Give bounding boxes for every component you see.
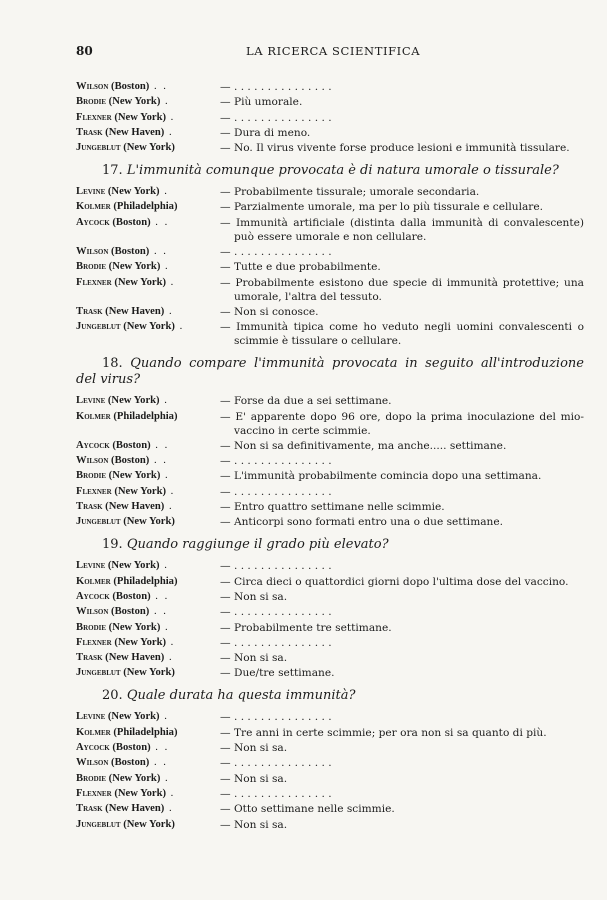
respondent-city: (New Haven) bbox=[105, 305, 165, 317]
answer-text: — Forse da due a sei settimane. bbox=[220, 395, 392, 408]
leader-dots: . bbox=[160, 96, 170, 108]
leader-dots: . bbox=[164, 652, 174, 664]
respondent-city: (Boston) bbox=[112, 590, 151, 602]
answer-text: — Non si sa. bbox=[220, 652, 288, 665]
respondent bbox=[76, 80, 220, 94]
respondent-name: Jungeblut bbox=[76, 818, 121, 830]
respondent-city: (Philadelphia) bbox=[113, 201, 178, 213]
respondent-city: (Boston) bbox=[112, 216, 151, 228]
respondent-name: Brodie bbox=[76, 261, 107, 273]
respondent-name: Wilson bbox=[76, 81, 109, 92]
leader-dots: . bbox=[166, 111, 176, 123]
respondent-city: (New York) bbox=[114, 636, 166, 648]
leader-dots: . bbox=[164, 501, 174, 513]
respondent-name: Trask bbox=[76, 803, 103, 815]
question-text: Quando raggiunge il grado più elevato? bbox=[126, 537, 389, 553]
leader-dots: . bbox=[166, 276, 176, 288]
respondent-city: (New York) bbox=[108, 621, 161, 633]
leader-dots: . . bbox=[149, 606, 168, 618]
answer-row bbox=[76, 651, 584, 665]
question-20: 20. Quale durata ha questa immunità? bbox=[102, 688, 356, 704]
respondent-city: (New Haven) bbox=[105, 803, 165, 815]
respondent bbox=[76, 260, 220, 274]
answer-row bbox=[76, 469, 584, 483]
answer-row bbox=[76, 245, 584, 259]
respondent-city: (New York) bbox=[108, 772, 161, 784]
respondent-city: (New Haven) bbox=[105, 652, 165, 664]
answer-row bbox=[76, 756, 584, 770]
respondent-city: (Boston) bbox=[111, 246, 150, 258]
respondent bbox=[76, 756, 220, 770]
respondent-city: (New York) bbox=[123, 516, 175, 528]
answer-row bbox=[76, 410, 584, 438]
respondent bbox=[76, 469, 220, 483]
respondent bbox=[76, 726, 220, 740]
respondent bbox=[76, 485, 220, 499]
answer-row bbox=[76, 200, 584, 214]
leader-dots: . bbox=[174, 321, 185, 333]
respondent-city: (New Haven) bbox=[105, 126, 165, 138]
respondent-name: Brodie bbox=[76, 621, 107, 633]
respondent-name: Trask bbox=[76, 501, 103, 513]
respondent-city: (New York) bbox=[108, 261, 161, 273]
respondent bbox=[76, 818, 220, 832]
respondent bbox=[76, 651, 220, 665]
answer-text: — . . . . . . . . . . . . . . . bbox=[220, 455, 332, 468]
answer-text: — . . . . . . . . . . . . . . . bbox=[220, 560, 332, 573]
respondent bbox=[76, 126, 220, 140]
question-17: 17. L'immunità comunque provocata è di natura umorale o tissurale? bbox=[102, 163, 559, 179]
respondent-name: Kolmer bbox=[76, 575, 111, 587]
respondent-city: (New York) bbox=[107, 560, 160, 572]
leader-dots: . bbox=[159, 395, 169, 407]
respondent-name: Levine bbox=[76, 560, 106, 572]
answer-text: — Dura di meno. bbox=[220, 126, 311, 139]
running-header bbox=[76, 44, 581, 60]
respondent-name: Aycock bbox=[76, 590, 110, 602]
respondent-city: (Boston) bbox=[112, 742, 151, 754]
respondent-city: (New York) bbox=[123, 667, 175, 679]
answer-row bbox=[76, 320, 584, 348]
respondent bbox=[76, 111, 220, 125]
respondent-name: Flexner bbox=[76, 276, 112, 288]
question-text: Quando compare l'immunità provocata in seguito all'introduzione del virus? bbox=[76, 356, 584, 388]
respondent-name: Levine bbox=[76, 395, 106, 407]
leader-dots: . . bbox=[150, 590, 170, 602]
respondent-name: Flexner bbox=[76, 636, 112, 648]
answer-row bbox=[76, 515, 584, 529]
answer-row bbox=[76, 111, 584, 125]
answer-text: — No. Il virus vivente forse produce lesioni e immunità tissulare. bbox=[220, 142, 570, 155]
respondent bbox=[76, 710, 220, 724]
respondent bbox=[76, 410, 220, 438]
respondent bbox=[76, 772, 220, 786]
leader-dots: . bbox=[166, 636, 176, 648]
respondent bbox=[76, 305, 220, 319]
leader-dots: . . bbox=[150, 439, 170, 451]
respondent-city: (Boston) bbox=[111, 455, 150, 467]
leader-dots: . . bbox=[149, 757, 168, 769]
page-content bbox=[76, 80, 584, 833]
respondent-name: Jungeblut bbox=[76, 667, 121, 679]
answer-text: — Parzialmente umorale, ma per lo più tissurale e cellulare. bbox=[220, 201, 544, 214]
respondent-name: Aycock bbox=[76, 742, 110, 754]
respondent-city: (New York) bbox=[114, 276, 166, 288]
answer-row bbox=[76, 726, 584, 740]
respondent bbox=[76, 200, 220, 214]
answer-row bbox=[76, 559, 584, 573]
answer-row bbox=[76, 95, 584, 109]
answer-text: — Entro quattro settimane nelle scimmie. bbox=[220, 501, 445, 514]
leader-dots: . bbox=[160, 772, 170, 784]
respondent-city: (Boston) bbox=[111, 606, 150, 618]
respondent-name: Jungeblut bbox=[76, 321, 121, 333]
respondent-city: (Boston) bbox=[112, 439, 151, 451]
respondent-city: (New York) bbox=[114, 485, 166, 497]
respondent-city: (New York) bbox=[114, 111, 166, 123]
answer-row bbox=[76, 305, 584, 319]
respondent-city: (New York) bbox=[108, 96, 161, 108]
respondent bbox=[76, 245, 220, 259]
respondent bbox=[76, 741, 220, 755]
answer-row bbox=[76, 666, 584, 680]
journal-title: LA RICERCA SCIENTIFICA bbox=[246, 44, 421, 58]
respondent bbox=[76, 500, 220, 514]
answer-row bbox=[76, 818, 584, 832]
answer-row bbox=[76, 485, 584, 499]
respondent-city: (New York) bbox=[107, 711, 160, 723]
respondent bbox=[76, 621, 220, 635]
respondent-city: (New Haven) bbox=[105, 501, 165, 513]
respondent-city: (New York) bbox=[107, 186, 160, 198]
answers-block-16 bbox=[76, 80, 584, 155]
answer-row bbox=[76, 454, 584, 468]
answer-row bbox=[76, 741, 584, 755]
respondent-name: Flexner bbox=[76, 787, 112, 799]
answer-row bbox=[76, 710, 584, 724]
answer-row bbox=[76, 621, 584, 635]
question-18: 18. Quando compare l'immunità provocata in seguito all'introduzione del virus? bbox=[76, 356, 584, 388]
answer-text: — . . . . . . . . . . . . . . . bbox=[220, 485, 332, 498]
answer-row bbox=[76, 439, 584, 453]
answer-text: — Circa dieci o quattordici giorni dopo l'ultima dose del vaccino. bbox=[220, 575, 569, 588]
answer-text: — Non si sa definitivamente, ma anche..... settimane. bbox=[220, 439, 507, 452]
answer-text: — . . . . . . . . . . . . . . . bbox=[220, 636, 332, 649]
leader-dots: . . bbox=[150, 742, 170, 754]
respondent bbox=[76, 559, 220, 573]
leader-dots: . bbox=[160, 621, 170, 633]
answer-row bbox=[76, 276, 584, 304]
answer-row bbox=[76, 787, 584, 801]
answer-text: — . . . . . . . . . . . . . . . bbox=[220, 81, 332, 93]
answer-text: — Immunità tipica come ho veduto negli uomini convalescenti o scimmie è tissulare o cellulare. bbox=[220, 321, 584, 348]
answer-text: — Probabilmente tissurale; umorale secondaria. bbox=[220, 186, 480, 199]
answer-text: — . . . . . . . . . . . . . . . bbox=[220, 246, 332, 259]
answer-row bbox=[76, 590, 584, 604]
respondent bbox=[76, 666, 220, 680]
respondent bbox=[76, 276, 220, 304]
respondent bbox=[76, 320, 220, 348]
respondent-name: Kolmer bbox=[76, 201, 111, 213]
answer-text: — Due/tre settimane. bbox=[220, 667, 335, 680]
respondent bbox=[76, 185, 220, 199]
leader-dots: . bbox=[166, 485, 176, 497]
respondent-name: Levine bbox=[76, 186, 106, 198]
leader-dots: . bbox=[164, 803, 174, 815]
respondent-city: (Boston) bbox=[111, 757, 150, 769]
respondent bbox=[76, 439, 220, 453]
answers-block-19 bbox=[76, 559, 584, 680]
answers-block-17 bbox=[76, 185, 584, 348]
respondent-name: Kolmer bbox=[76, 726, 111, 738]
respondent-city: (Boston) bbox=[111, 81, 150, 92]
leader-dots: . . bbox=[150, 216, 170, 228]
respondent-name: Aycock bbox=[76, 439, 110, 451]
leader-dots: . bbox=[160, 261, 170, 273]
respondent-name: Jungeblut bbox=[76, 516, 121, 528]
answer-text: — . . . . . . . . . . . . . . . bbox=[220, 757, 332, 770]
respondent-city: (Philadelphia) bbox=[113, 410, 178, 422]
leader-dots: . bbox=[166, 787, 176, 799]
respondent-city: (New York) bbox=[107, 395, 160, 407]
answer-row bbox=[76, 636, 584, 650]
respondent-city: (New York) bbox=[123, 321, 175, 333]
respondent-name: Trask bbox=[76, 305, 103, 317]
answer-text: — E' apparente dopo 96 ore, dopo la prima inoculazione del mio-vaccino in certe scimmie. bbox=[220, 410, 584, 437]
answer-row bbox=[76, 605, 584, 619]
answer-text: — Anticorpi sono formati entro una o due settimane. bbox=[220, 516, 504, 529]
question-text: Quale durata ha questa immunità? bbox=[126, 688, 356, 704]
respondent-name: Flexner bbox=[76, 485, 112, 497]
respondent-name: Wilson bbox=[76, 757, 109, 769]
answer-text: — . . . . . . . . . . . . . . . bbox=[220, 711, 332, 724]
respondent bbox=[76, 141, 220, 155]
leader-dots: . . bbox=[149, 81, 168, 92]
question-19: 19. Quando raggiunge il grado più elevato? bbox=[102, 537, 389, 553]
answer-row bbox=[76, 126, 584, 140]
respondent bbox=[76, 590, 220, 604]
respondent bbox=[76, 575, 220, 589]
respondent-name: Brodie bbox=[76, 772, 107, 784]
leader-dots: . bbox=[159, 711, 169, 723]
leader-dots: . . bbox=[149, 246, 168, 258]
respondent-name: Brodie bbox=[76, 96, 107, 108]
respondent bbox=[76, 605, 220, 619]
respondent bbox=[76, 787, 220, 801]
respondent bbox=[76, 636, 220, 650]
answer-row bbox=[76, 772, 584, 786]
answer-row bbox=[76, 500, 584, 514]
respondent bbox=[76, 216, 220, 244]
leader-dots: . bbox=[160, 470, 170, 482]
respondent-city: (New York) bbox=[108, 470, 161, 482]
page-number: 80 bbox=[76, 44, 93, 58]
respondent bbox=[76, 454, 220, 468]
answer-text: — Otto settimane nelle scimmie. bbox=[220, 803, 395, 816]
respondent bbox=[76, 394, 220, 408]
answer-text: — . . . . . . . . . . . . . . . bbox=[220, 111, 332, 124]
respondent-city: (New York) bbox=[123, 818, 175, 830]
leader-dots: . bbox=[159, 560, 169, 572]
respondent-name: Levine bbox=[76, 711, 106, 723]
answer-row bbox=[76, 260, 584, 274]
respondent-name: Brodie bbox=[76, 470, 107, 482]
answer-text: — Immunità artificiale (distinta dalla immunità di convalescente) può essere umorale e non cellulare. bbox=[220, 216, 584, 243]
leader-dots: . bbox=[159, 186, 169, 198]
answer-text: — Probabilmente tre settimane. bbox=[220, 621, 392, 634]
respondent-city: (New York) bbox=[123, 142, 175, 154]
respondent-city: (Philadelphia) bbox=[113, 575, 178, 587]
answer-text: — Più umorale. bbox=[220, 96, 303, 109]
answer-row bbox=[76, 141, 584, 155]
respondent-name: Wilson bbox=[76, 246, 109, 258]
answer-text: — Probabilmente esistono due specie di immunità protettive; una umorale, l'altra del tessuto. bbox=[220, 276, 584, 303]
answer-text: — Non si conosce. bbox=[220, 305, 319, 318]
answers-block-18 bbox=[76, 394, 584, 529]
leader-dots: . bbox=[164, 305, 174, 317]
respondent-name: Flexner bbox=[76, 111, 112, 123]
answer-row bbox=[76, 216, 584, 244]
answer-text: — . . . . . . . . . . . . . . . bbox=[220, 606, 332, 619]
answers-block-20 bbox=[76, 710, 584, 831]
respondent-name: Jungeblut bbox=[76, 142, 121, 154]
respondent-city: (Philadelphia) bbox=[113, 726, 178, 738]
question-text: L'immunità comunque provocata è di natura umorale o tissurale? bbox=[126, 163, 559, 179]
answer-row bbox=[76, 802, 584, 816]
leader-dots: . bbox=[164, 126, 174, 138]
answer-text: — Tutte e due probabilmente. bbox=[220, 261, 381, 274]
respondent-name: Trask bbox=[76, 126, 103, 138]
answer-row bbox=[76, 394, 584, 408]
respondent bbox=[76, 802, 220, 816]
answer-row bbox=[76, 575, 584, 589]
leader-dots: . . bbox=[149, 455, 168, 467]
respondent bbox=[76, 95, 220, 109]
respondent-city: (New York) bbox=[114, 787, 166, 799]
answer-text: — Non si sa. bbox=[220, 742, 288, 755]
respondent-name: Wilson bbox=[76, 455, 109, 467]
answer-text: — Non si sa. bbox=[220, 772, 288, 785]
respondent-name: Wilson bbox=[76, 606, 109, 618]
answer-row bbox=[76, 185, 584, 199]
respondent bbox=[76, 515, 220, 529]
answer-text: — . . . . . . . . . . . . . . . bbox=[220, 787, 332, 800]
respondent-name: Aycock bbox=[76, 216, 110, 228]
answer-text: — L'immunità probabilmente comincia dopo una settimana. bbox=[220, 470, 542, 483]
answer-text: — Tre anni in certe scimmie; per ora non si sa quanto di più. bbox=[220, 726, 547, 739]
respondent-name: Kolmer bbox=[76, 410, 111, 422]
answer-text: — Non si sa. bbox=[220, 818, 288, 831]
answer-row bbox=[76, 80, 584, 94]
respondent-name: Trask bbox=[76, 652, 103, 664]
answer-text: — Non si sa. bbox=[220, 590, 288, 603]
